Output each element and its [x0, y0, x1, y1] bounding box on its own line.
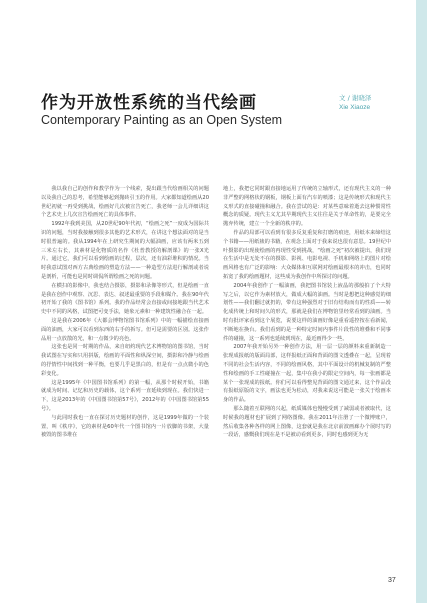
paragraph: 作品的局部可以看到有很多反复重复和打磨的痕迹，用纸本来缔结这个书籍——用纸裱的书籍，在观念上面对于我来说也很有意思。19世纪中叶摄影的出现使绘画的再现性受到挑战，“绘画之死”初次被提出，我们现在生活中是无处不在的摄影、影视、电影电视、手机和网络上的图片对绘画风格也有广泛的影响：大众媒体和互联网对绘画最根本的冲击，也同时拓宽了我的绘画题材，这些成为我创作中所探讨的问题。	[223, 229, 391, 280]
side-accent-strip	[416, 0, 427, 603]
paragraph: 那么随着互联网的兴起，纸质媒体也慢慢受到了减弱或者被取代，这时候我的题材也扩展到了网络图像。我在2011年注册了一个微博账户，然后收集各种各样的网上图像，这套就是我在北京前波画廊办个展时写的一段话，感慨我们现在是不是被动看到更多，同时也感到更为无	[223, 405, 391, 439]
paragraph: 这是1995年《中国图书馆系列》的第一幅，从那个时候开始，书籍就成为时间、记忆和历史的载体，这个系列一直延续到现在。我们快进一下，这是2013年的《中国图书馆第57号》，2012年的《中国图书馆第55号》。	[41, 379, 209, 412]
paragraph: 我以我自己的创作和教学作为一个线索，提出跟当代绘画相关的问题以及我自己的思考，希望能够起到抛砖引玉的作用。大家都知道绘画从20世纪初就一再受到挑战，绘画好几次被宣告死亡，我老师一会儿详细讲这个艺术史上几次宣告绘画死亡的具体事件。	[41, 186, 209, 219]
paragraph: 在横扫的影像中，我也结合摄影，摄影和录像等形式，但是绘画一直是我在创作中观察、沉思、表达、叙述最重要的手段和媒介。我在90年代初开始了我的《图书馆》系列。我的作品经常会直接或间接地跟当代艺术史中不同的风格，试图把可变手法，她象元素和一种建筑性融合在一起。	[41, 282, 209, 316]
paragraph: 2004年我创作了一幅油画，我把图书馆装上液晶的那般拍了个大特写之后，以它作为素材放大，做成大幅的油画。当时是想把这种感觉的细划性——我们翻过就扔的，带有这种强烈对于旧有结构而有的性质——转化成传统上和时间久的形式，那就是我们在博物馆里经常看到的油画。当时有批评家看到这个展览，说要这样的油画好像是重看遥控按在看新闻，不断地在换台。我们看到的是一种特定时间内事件片段性的堆叠和不同事件的碰撞，这一系列也延续到现在，最近画得少一些。	[223, 282, 391, 342]
paragraph: 2007年我开始另外一种创作方法，用一层一层的颜料来重新制造一张现成报纸的版面局部，这样报纸正面和背面的图文透叠在一起，呈现着不同的社会生活内容，不同的绘画风格，其中平面设计的机械复制的严整性和绘画的手工性碰撞在一起，集中在我小的限定空间内，每一张画都是某个一张现成的报纸。你们可以看得整见背面的图文通过来，这个作品没有报纸原版的文字，画法也更为松动，对我来说这可能是一张关于绘画本身的作品。	[223, 344, 391, 404]
paragraph: 这是我在2006年《大都会博物馆图书馆系列》中的一幅描绘直接画面的油画，大家可以看到东西的右手的拆写。但可是需要的区别。这张作品用一点放散的光，和一点微少的亮色。	[41, 317, 209, 342]
paragraph: 地上，我把它同时跟直接地运用了传统的立轴形式，还有现代主义的一种非严整的网格状的钢板，钢板上面有汽车的喷漆；这是传统形式和现代主义形式的直接碰撞和融合。我在尝试的是：对某些意味着逝去这种惯常性概念的质疑。现代主义尤其早期现代主义往往是关于革命性的，是要完全抛弃传统，建立一个全新的秩序的。	[223, 186, 391, 228]
body-column-left	[41, 185, 209, 580]
author-byline-english: Xie Xiaoze	[339, 104, 371, 111]
paragraph: 与此同时我也一直在探讨历史题材的创作，这是1999年做的一个装置，叫《秩序》，它的素材是60年代一个图书馆内一片放脚的书架，大量被毁的图书堆在	[41, 414, 209, 439]
paragraph: 这张也是同一时期的作品，来自纽约现代艺术博物馆的图书馆，当时我试图在写实和只用拼版，绘画的平面性和纵深空间，摄影和冷静与绘画的抒情性中间找到一种平衡，也要几乎是黑白的，但是有一点点微小的色彩变化。	[41, 344, 209, 377]
article-title-chinese: 作为开放性系统的当代绘画	[41, 93, 257, 113]
paragraph: 1992年我到美国，从20世纪90年代初，“绘画之死”一度成为国际共识的问题，当时我接触到很多其他的艺术形式，在讲这个想法面对的是当时很普遍的。我从1994年在上研究生期间的大幅油画，应该有两米五到三米左右长，其素材是化物质的名作《杜普教授的解剖课》的一张X光片。通过它，我们可以看到绘画的过程，层次，还有油彩堆积的情况。当时我意试图对西方古典绘画的塑造方法——一种造型方法进行解剖或者说是剖析，可能也是同时调侃所谓绘画之死的问题。	[41, 221, 209, 280]
article-title-english: Contemporary Painting as an Open System	[41, 113, 283, 127]
body-column-right	[223, 185, 391, 580]
author-byline-chinese: 文 / 谢晓泽	[339, 94, 372, 102]
page-number: 37	[388, 577, 396, 584]
